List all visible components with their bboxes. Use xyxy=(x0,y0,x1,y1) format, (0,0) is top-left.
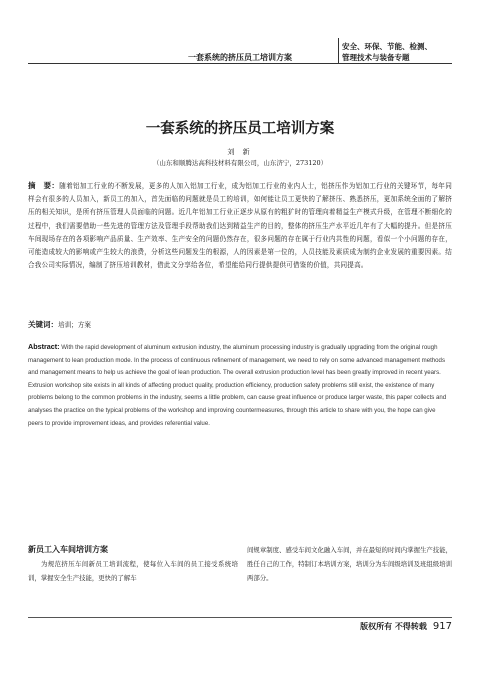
header-rule xyxy=(28,63,452,64)
abstract-label: 摘 要： xyxy=(28,181,60,190)
header-category-line2: 管理技术与装备专题 xyxy=(342,53,410,62)
header-divider-vertical xyxy=(338,38,339,63)
body-column-left: 为规范挤压车间新员工培训流程，使每位入车间的员工接受系统培训，掌握安全生产技能，更快的了解车 xyxy=(28,560,238,582)
page-number: 917 xyxy=(432,621,452,632)
keywords-label: 关键词： xyxy=(28,320,58,329)
running-title: 一套系统的挤压员工培训方案 xyxy=(188,52,292,62)
copyright-notice: 版权所有 不得转载 xyxy=(360,621,427,631)
section-heading: 新员工入车间培训方案 xyxy=(28,545,108,554)
article-affiliation: （山东和顺腾达高科技材料有限公司，山东济宁，273120） xyxy=(152,159,328,167)
header-category xyxy=(342,41,452,63)
body-column-right: 间规章制度、感受车间文化融入车间，并在最短的时间内掌握生产技能，胜任自己的工作，特制订本培训方案，培训分为车间级培训及班组级培训两部分。 xyxy=(247,546,452,582)
footer-rule xyxy=(28,617,452,618)
abstract-text: 随着铝加工行业的不断发展，更多的人加入铝加工行业，成为铝加工行业的业内人士，铝挤压作为铝加工行业的关键环节，每年同样会有很多的人员加入，新员工的加入，首先面临的问题就是员工的培训，如何能让员工更快的了解挤压、熟悉挤压，更加系统全面的了解挤压的相关知识，是所有挤压管理人员面临的问题。近几年铝加工行业正逐步从原有的粗犷时的管理向着精益生产模式升级，在管理不断细化的过程中，我们需要借助一些先进的管理方法及管理手段帮助我们达到精益生产的目的，整体的挤压生产水平近几年有了大幅的提升。但是挤压车间现场存在的各项影响产品质量、生产效率、生产安全的问题仍然存在，很多问题的存在属于行业内共性的问题，看似一个小问题的存在，可能造成较大的影响或产生较大的浪费，分析这些问题发生的根源，人的因素是第一位的，人员技能及素质成为制约企业发展的重要因素。结合我公司实际情况，编制了挤压培训教材，借此文分享给各位，希望能给同行提供提供可借鉴的价值，共同提高。 xyxy=(28,182,452,270)
footer xyxy=(300,621,452,632)
header-category-line1: 安全、环保、节能、检测、 xyxy=(342,42,432,51)
abstract-chinese xyxy=(28,179,452,272)
keywords-text: 培训；方案 xyxy=(58,321,91,329)
article-title: 一套系统的挤压员工培训方案 xyxy=(145,121,335,137)
keywords xyxy=(28,319,452,330)
abstract-en-text: With the rapid development of aluminum extrusion industry, the aluminum processing industry is gradually upgrading from the original rough management to lean production mode. In the process of continuous refinement of management, we need to rely on some advanced management methods and management means to help us achieve the goal of lean production. The overall extrusion production level has been greatly improved in recent years. Extrusion workshop site exists in all kinds of affecting product quality, production efficiency, production safety problems still exist, the existence of many problems belong to the common problems in the industry, seems a little problem, can cause great influence or produce larger waste, this paper collects and analyses the practice on the typical problems of the workshop and improving countermeasures, through this article to share with you, the hope can give peers to provide improvement ideas, and provides referential value. xyxy=(28,344,447,427)
abstract-english xyxy=(28,341,452,430)
article-author: 刘 新 xyxy=(227,148,253,156)
abstract-en-label: Abstract: xyxy=(28,342,60,351)
